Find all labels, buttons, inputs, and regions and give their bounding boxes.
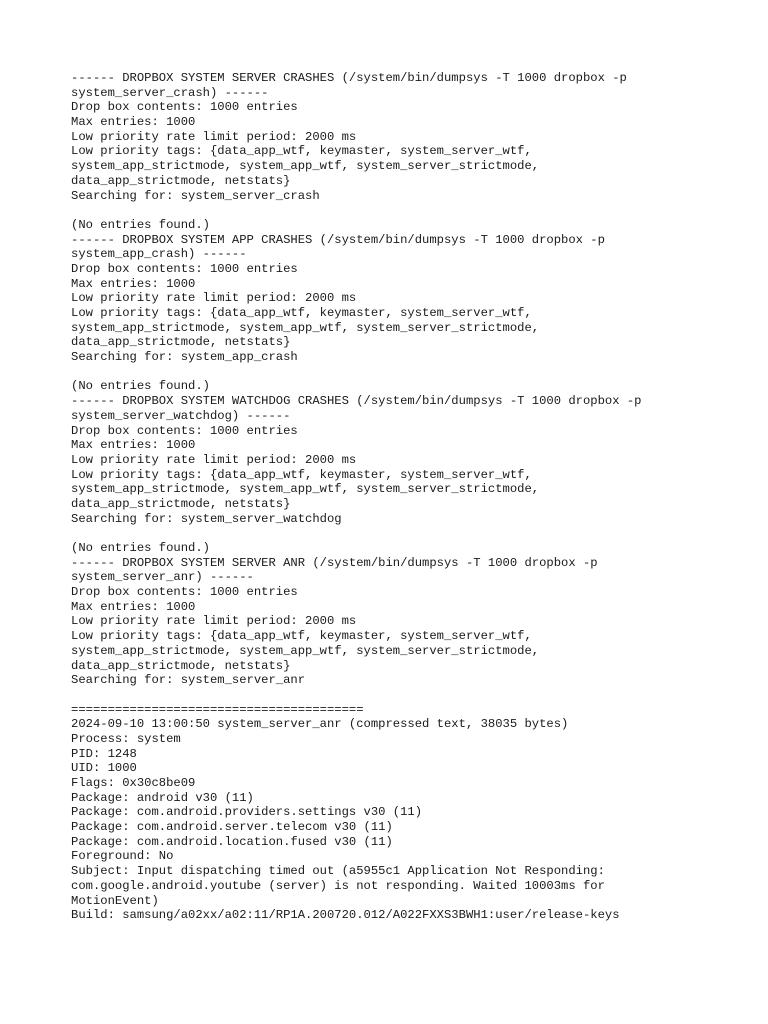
- entry-subject-line: com.google.android.youtube (server) is not responding. Waited 10003ms for: [71, 878, 605, 893]
- log-line: system_app_strictmode, system_app_wtf, system_server_strictmode,: [71, 482, 540, 497]
- log-line: Max entries: 1000: [71, 115, 196, 130]
- no-entries-result: (No entries found.): [71, 379, 210, 394]
- log-line: Drop box contents: 1000 entries: [71, 585, 298, 600]
- log-line: Drop box contents: 1000 entries: [71, 423, 298, 438]
- entry-timestamp-line: 2024-09-10 13:00:50 system_server_anr (compressed text, 38035 bytes): [71, 717, 569, 732]
- section-header: system_app_crash) ------: [71, 247, 247, 262]
- entry-line: Flags: 0x30c8be09: [71, 776, 196, 790]
- section-header: ------ DROPBOX SYSTEM APP CRASHES (/system/bin/dumpsys -T 1000 dropbox -p: [71, 232, 605, 247]
- blank-line: [71, 526, 751, 541]
- entry-line: Package: android v30 (11): [71, 790, 254, 805]
- blank-line: [71, 365, 751, 380]
- entry-line: PID: 1248: [71, 746, 137, 761]
- section-header: ------ DROPBOX SYSTEM SERVER CRASHES (/system/bin/dumpsys -T 1000 dropbox -p: [71, 71, 627, 85]
- log-line: Low priority tags: {data_app_wtf, keymaster, system_server_wtf,: [71, 306, 532, 320]
- entry-line: Package: com.android.location.fused v30 (11): [71, 834, 393, 849]
- dumpsys-log-document: [71, 71, 751, 923]
- log-line: Low priority rate limit period: 2000 ms: [71, 291, 357, 306]
- log-line: system_app_strictmode, system_app_wtf, system_server_strictmode,: [71, 320, 540, 335]
- no-entries-result: (No entries found.): [71, 541, 210, 555]
- log-line: system_app_strictmode, system_app_wtf, system_server_strictmode,: [71, 159, 540, 174]
- entry-line: UID: 1000: [71, 761, 137, 776]
- section-header: system_server_crash) ------: [71, 85, 269, 100]
- section-header: ------ DROPBOX SYSTEM SERVER ANR (/system/bin/dumpsys -T 1000 dropbox -p: [71, 555, 598, 570]
- entry-line: Process: system: [71, 731, 181, 746]
- entry-line: Foreground: No: [71, 849, 174, 864]
- entry-subject-line: Subject: Input dispatching timed out (a5955c1 Application Not Responding:: [71, 864, 605, 879]
- section-header: ------ DROPBOX SYSTEM WATCHDOG CRASHES (/system/bin/dumpsys -T 1000 dropbox -p: [71, 394, 642, 409]
- log-line: Low priority rate limit period: 2000 ms: [71, 129, 357, 144]
- section-header: system_server_watchdog) ------: [71, 408, 291, 423]
- entry-build-line: Build: samsung/a02xx/a02:11/RP1A.200720.012/A022FXXS3BWH1:user/release-keys: [71, 908, 620, 923]
- log-line: Searching for: system_server_crash: [71, 188, 320, 203]
- log-line: data_app_strictmode, netstats}: [71, 496, 291, 511]
- log-line: data_app_strictmode, netstats}: [71, 173, 291, 188]
- anr-entry: [71, 703, 751, 923]
- log-line: Searching for: system_server_anr: [71, 673, 306, 688]
- log-line: system_app_strictmode, system_app_wtf, system_server_strictmode,: [71, 643, 540, 658]
- entry-line: Package: com.android.server.telecom v30 (11): [71, 820, 393, 835]
- dropbox-section-app-crashes: [71, 233, 751, 395]
- dropbox-section-server-anr: [71, 556, 751, 703]
- entry-line: Package: com.android.providers.settings v30 (11): [71, 805, 423, 820]
- log-line: Low priority rate limit period: 2000 ms: [71, 614, 357, 629]
- dropbox-section-server-crashes: [71, 71, 751, 233]
- log-line: Max entries: 1000: [71, 599, 196, 614]
- log-line: data_app_strictmode, netstats}: [71, 335, 291, 350]
- blank-line: [71, 688, 751, 703]
- log-line: Low priority tags: {data_app_wtf, keymaster, system_server_wtf,: [71, 467, 532, 482]
- blank-line: [71, 203, 751, 218]
- log-line: Low priority rate limit period: 2000 ms: [71, 452, 357, 467]
- log-line: Max entries: 1000: [71, 276, 196, 291]
- log-line: Low priority tags: {data_app_wtf, keymaster, system_server_wtf,: [71, 629, 532, 644]
- entry-separator: ========================================: [71, 702, 364, 717]
- no-entries-result: (No entries found.): [71, 217, 210, 232]
- log-line: Searching for: system_server_watchdog: [71, 511, 342, 526]
- log-line: data_app_strictmode, netstats}: [71, 658, 291, 673]
- log-line: Searching for: system_app_crash: [71, 350, 298, 365]
- log-line: Drop box contents: 1000 entries: [71, 261, 298, 276]
- log-line: Max entries: 1000: [71, 438, 196, 453]
- entry-subject-line: MotionEvent): [71, 893, 159, 908]
- dropbox-section-watchdog-crashes: [71, 394, 751, 556]
- log-line: Drop box contents: 1000 entries: [71, 100, 298, 115]
- log-line: Low priority tags: {data_app_wtf, keymaster, system_server_wtf,: [71, 144, 532, 159]
- section-header: system_server_anr) ------: [71, 570, 254, 585]
